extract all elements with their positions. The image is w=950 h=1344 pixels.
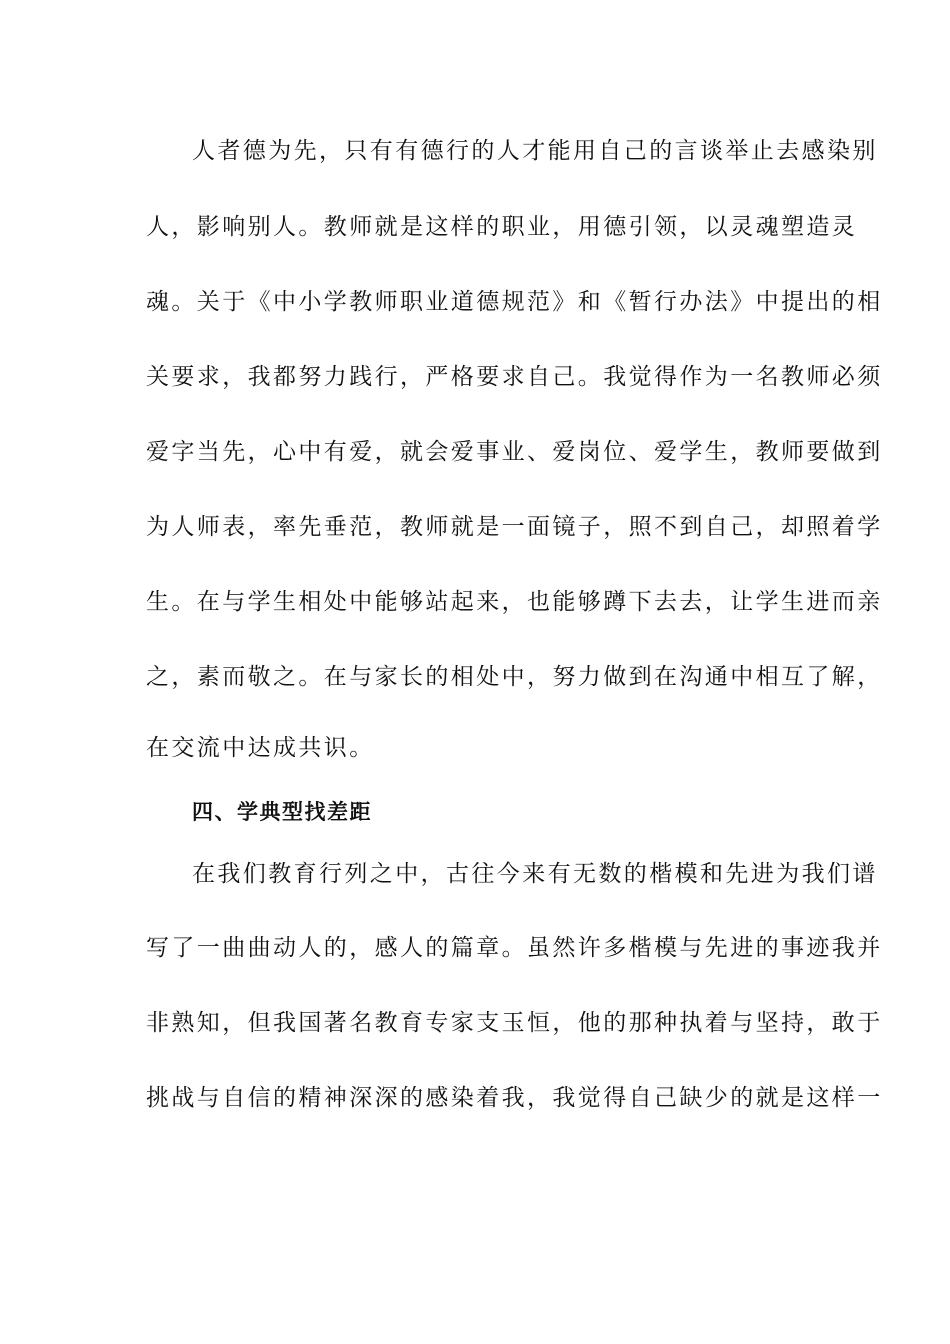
paragraph-line: 在我们教育行列之中，古往今来有无数的楷模和先进为我们谱 <box>192 861 878 887</box>
paragraph-line: 之，素而敬之。在与家长的相处中，努力做到在沟通中相互了解， <box>146 664 883 690</box>
paragraph-line: 挑战与自信的精神深深的感染着我，我觉得自己缺少的就是这样一 <box>146 1085 883 1111</box>
paragraph-line: 魂。关于《中小学教师职业道德规范》和《暂行办法》中提出的相 <box>146 289 883 315</box>
paragraph-line: 在交流中达成共识。 <box>146 735 375 761</box>
paragraph-line: 人，影响别人。教师就是这样的职业，用德引领，以灵魂塑造灵 <box>146 214 858 240</box>
paragraph-line: 非熟知，但我国著名教育专家支玉恒，他的那种执着与坚持，敢于 <box>146 1010 883 1036</box>
paragraph-line: 为人师表，率先垂范，教师就是一面镜子，照不到自己，却照着学 <box>146 514 883 540</box>
paragraph-line: 人者德为先，只有有德行的人才能用自己的言谈举止去感染别 <box>192 138 878 164</box>
section-heading: 四、学典型找差距 <box>192 800 372 824</box>
paragraph-line: 爱字当先，心中有爱，就会爱事业、爱岗位、爱学生，教师要做到 <box>146 439 883 465</box>
paragraph-line: 生。在与学生相处中能够站起来，也能够蹲下去去，让学生进而亲 <box>146 589 883 615</box>
paragraph-line: 写了一曲曲动人的，感人的篇章。虽然许多楷模与先进的事迹我并 <box>146 935 883 961</box>
paragraph-line: 关要求，我都努力践行，严格要求自己。我觉得作为一名教师必须 <box>146 364 883 390</box>
